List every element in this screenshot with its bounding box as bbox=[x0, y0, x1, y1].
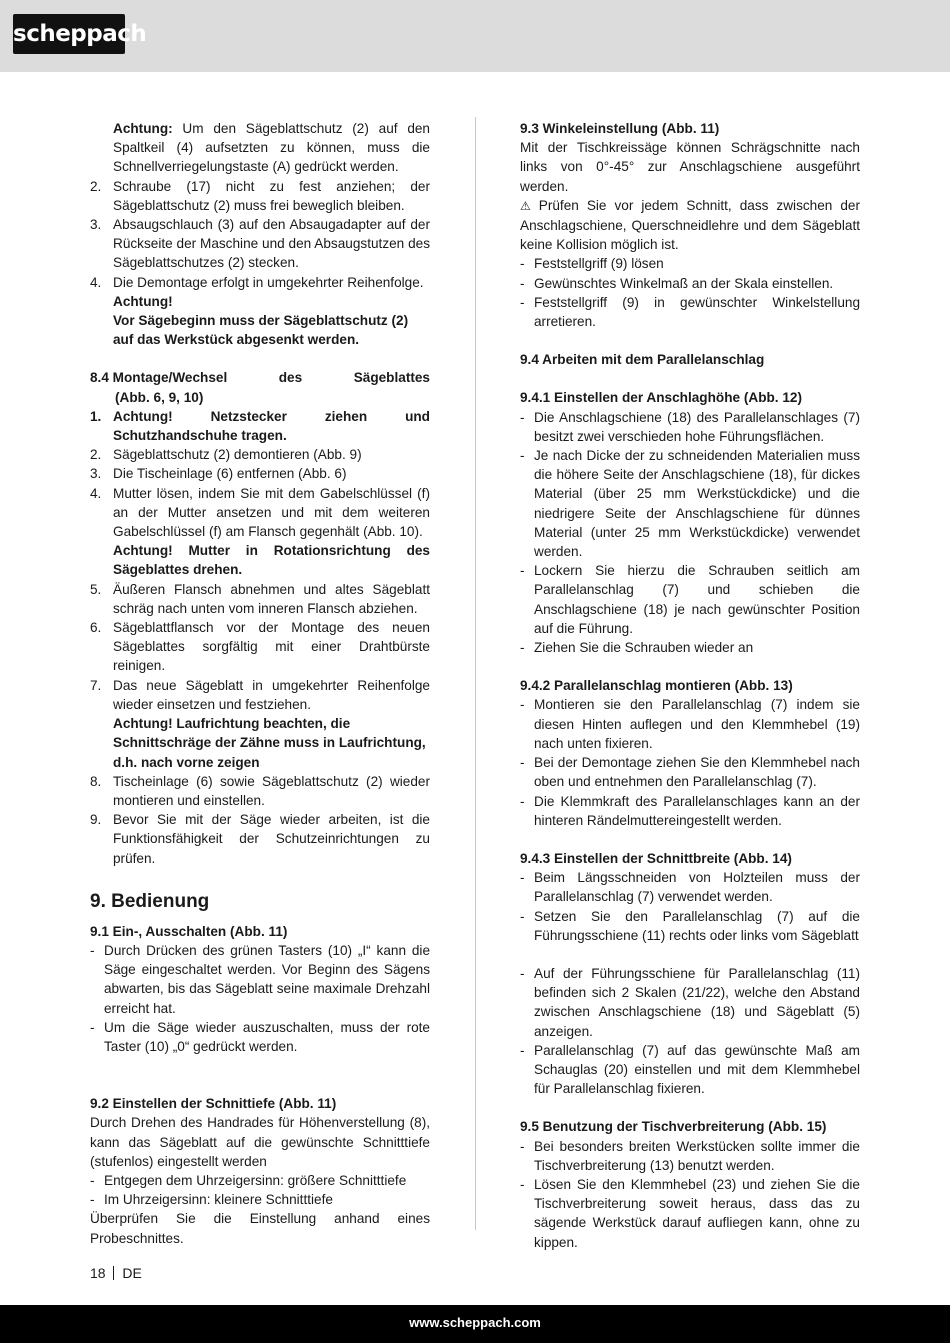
item-number: 1. bbox=[90, 408, 102, 424]
warning-text: Achtung! Mutter in Rotationsrichtung des Sägeblattes drehen. bbox=[113, 543, 430, 578]
item-text: Entgegen dem Uhrzeigersinn: größere Schnitttiefe bbox=[104, 1172, 407, 1188]
dash-bullet: - bbox=[520, 697, 525, 713]
list-item bbox=[90, 772, 430, 810]
section-8-4-heading bbox=[90, 368, 430, 406]
item-number: 5. bbox=[90, 581, 102, 597]
heading-part: (Abb. 6, 9, 10) bbox=[115, 389, 204, 405]
dash-bullet: - bbox=[520, 1176, 525, 1192]
item-text: Die Demontage erfolgt in umgekehrter Reihenfolge. bbox=[113, 274, 424, 290]
heading-part: 8.4 Montage/Wechsel bbox=[90, 370, 228, 386]
item-text: Die Klemmkraft des Parallelanschlages kann an der hinteren Rändelmuttereingestellt werden. bbox=[534, 793, 860, 828]
dash-item bbox=[90, 1018, 430, 1056]
dash-bullet: - bbox=[520, 793, 525, 809]
item-text: Absaugschlauch (3) auf den Absaugadapter auf der Rückseite der Maschine und den Absaugstutzen des Sägeblattschutzes (2) stecken. bbox=[113, 217, 430, 271]
dash-bullet: - bbox=[90, 942, 95, 958]
item-text: Gewünschtes Winkelmaß an der Skala einstellen. bbox=[534, 275, 834, 291]
item-number: 3. bbox=[90, 217, 102, 233]
chapter-9-heading: 9. Bedienung bbox=[90, 890, 210, 912]
dash-item bbox=[520, 964, 860, 1041]
item-text: Bevor Sie mit der Säge wieder arbeiten, ist die Funktionsfähigkeit der Schutzeinrichtungen zu prüfen. bbox=[113, 812, 430, 866]
warning-label: Achtung! bbox=[113, 293, 173, 309]
item-text: Bei besonders breiten Werkstücken sollte immer die Tischverbreiterung (13) benutzt werden. bbox=[534, 1138, 860, 1173]
dash-item bbox=[520, 293, 860, 331]
dash-bullet: - bbox=[520, 563, 525, 579]
item-number: 4. bbox=[90, 274, 102, 290]
dash-item bbox=[90, 1171, 430, 1190]
warning-text: Achtung! Laufrichtung beachten, die Schnittschräge der Zähne muss in Laufrichtung, d.h. nach vorne zeigen bbox=[113, 716, 426, 770]
dash-item bbox=[520, 695, 860, 753]
language-code: DE bbox=[122, 1265, 142, 1281]
section-9-4-2-heading: 9.4.2 Parallelanschlag montieren (Abb. 13) bbox=[520, 678, 793, 694]
dash-item bbox=[520, 638, 860, 657]
item-text: Ziehen Sie die Schrauben wieder an bbox=[534, 640, 754, 656]
item-number: 9. bbox=[90, 812, 102, 828]
dash-item bbox=[520, 408, 860, 446]
dash-bullet: - bbox=[520, 870, 525, 886]
dash-bullet: - bbox=[520, 409, 525, 425]
item-text: Je nach Dicke der zu schneidenden Materialien muss die höhere Seite der Anschlagschiene (18), für dickes Material (über 25 mm Werkstückdicke) und die niedrigere Seite der Anschlagschiene für dünnes Material (unter 25 mm Werkstückdicke) verwendet werden. bbox=[534, 448, 860, 560]
dash-item bbox=[520, 792, 860, 830]
warning-paragraph bbox=[520, 196, 860, 255]
item-text: Äußeren Flansch abnehmen und altes Sägeblatt schräg nach unten vom inneren Flansch abziehen. bbox=[113, 581, 430, 616]
dash-item bbox=[520, 907, 860, 945]
list-item bbox=[90, 618, 430, 676]
heading-part: des bbox=[278, 370, 303, 386]
list-item bbox=[90, 464, 430, 483]
website-link[interactable]: www.scheppach.com bbox=[409, 1315, 541, 1330]
scheppach-logo: scheppach bbox=[13, 14, 125, 54]
warning-text: Prüfen Sie vor jedem Schnitt, dass zwischen der Anschlagschiene, Querschneidlehre und dem Sägeblatt keine Kollision möglich ist. bbox=[520, 197, 860, 253]
page-number bbox=[90, 1264, 142, 1283]
dash-item bbox=[520, 753, 860, 791]
item-number: 7. bbox=[90, 677, 102, 693]
item-number: 6. bbox=[90, 620, 102, 636]
item-text: Feststellgriff (9) lösen bbox=[534, 256, 664, 272]
item-text: Mutter lösen, indem Sie mit dem Gabelschlüssel (f) an der Mutter ansetzen und mit dem weiteren Gabelschlüssel (f) am Flansch gegenhält (Abb. 10). bbox=[113, 485, 430, 540]
left-column bbox=[90, 119, 430, 1248]
dash-item bbox=[520, 254, 860, 273]
dash-bullet: - bbox=[520, 256, 525, 272]
dash-item bbox=[520, 274, 860, 293]
section-9-2-heading: 9.2 Einstellen der Schnittiefe (Abb. 11) bbox=[90, 1096, 337, 1112]
list-item bbox=[90, 177, 430, 215]
list-item bbox=[90, 273, 430, 292]
section-9-3-heading: 9.3 Winkeleinstellung (Abb. 11) bbox=[520, 121, 720, 136]
page-separator bbox=[113, 1266, 114, 1280]
dash-bullet: - bbox=[520, 755, 525, 771]
dash-bullet: - bbox=[520, 640, 525, 656]
footer-bar bbox=[0, 1305, 950, 1343]
list-item bbox=[90, 445, 430, 464]
dash-bullet: - bbox=[520, 908, 525, 924]
item-text: Lösen Sie den Klemmhebel (23) und ziehen Sie die Tischverbreiterung soweit heraus, dass das zu sägende Werkstück darauf aufliegen kann, ohne zu kippen. bbox=[534, 1176, 860, 1250]
item-text: Sägeblattschutz (2) demontieren (Abb. 9) bbox=[113, 447, 362, 463]
item-text: Durch Drücken des grünen Tasters (10) „I“ kann die Säge eingeschaltet werden. Vor Beginn des Sägens abwarten, bis das Sägeblatt seine maximale Drehzahl erreicht hat. bbox=[104, 942, 430, 1016]
item-text: Tischeinlage (6) sowie Sägeblattschutz (2) wieder montieren und einstellen. bbox=[113, 773, 430, 808]
section-9-5-heading: 9.5 Benutzung der Tischverbreiterung (Abb. 15) bbox=[520, 1119, 827, 1135]
item-text: Feststellgriff (9) in gewünschter Winkelstellung arretieren. bbox=[534, 294, 860, 330]
item-number: 8. bbox=[90, 773, 102, 789]
paragraph: Durch Drehen des Handrades für Höhenverstellung (8), kann das Sägeblatt auf die gewünschte Schnitttiefe (stufenlos) eingestellt werden bbox=[90, 1115, 430, 1169]
dash-item bbox=[520, 561, 860, 638]
dash-item bbox=[90, 1190, 430, 1209]
paragraph: Überprüfen Sie die Einstellung anhand eines Probeschnittes. bbox=[90, 1211, 430, 1246]
dash-bullet: - bbox=[520, 275, 525, 291]
item-text: Um die Säge wieder auszuschalten, muss der rote Taster (10) „0“ gedrückt werden. bbox=[104, 1019, 430, 1054]
list-item bbox=[90, 484, 430, 542]
item-text: Die Tischeinlage (6) entfernen (Abb. 6) bbox=[113, 466, 347, 482]
item-number: 2. bbox=[90, 447, 102, 463]
item-text: Sägeblattflansch vor der Montage des neuen Sägeblattes sorgfältig mit einer Drahtbürste reinigen. bbox=[113, 620, 430, 674]
dash-bullet: - bbox=[520, 448, 525, 464]
dash-bullet: - bbox=[520, 1042, 525, 1058]
item-number: 2. bbox=[90, 178, 102, 194]
dash-bullet: - bbox=[90, 1192, 95, 1208]
intro-note-text: Um den Sägeblattschutz (2) auf den Spaltkeil (4) aufsetzten zu können, muss die Schnellverriegelungstaste (A) gedrückt werden. bbox=[113, 121, 430, 175]
page-number-value: 18 bbox=[90, 1265, 106, 1281]
dash-item bbox=[520, 1175, 860, 1252]
item-text: Beim Längsschneiden von Holzteilen muss der Parallelanschlag (7) verwendet werden. bbox=[534, 870, 860, 905]
item-text: Auf der Führungsschiene für Parallelanschlag (11) befinden sich 2 Skalen (21/22), welche den Abstand zwischen Anschlagschiene (18) und Sägeblatt (5) anzeigen. bbox=[534, 965, 860, 1039]
dash-bullet: - bbox=[520, 965, 525, 981]
item-text: Schraube (17) nicht zu fest anziehen; der Sägeblattschutz (2) muss frei beweglich bleiben. bbox=[113, 178, 430, 213]
dash-bullet: - bbox=[90, 1019, 95, 1035]
header-bar bbox=[0, 0, 950, 72]
warning-text: Vor Sägebeginn muss der Sägeblattschutz (2) auf das Werkstück abgesenkt werden. bbox=[113, 313, 409, 348]
list-item bbox=[90, 676, 430, 714]
list-item bbox=[90, 407, 430, 445]
item-number: 4. bbox=[90, 485, 102, 501]
list-item bbox=[90, 810, 430, 868]
section-9-4-3-heading: 9.4.3 Einstellen der Schnittbreite (Abb. 14) bbox=[520, 850, 792, 866]
dash-bullet: - bbox=[520, 1138, 525, 1154]
dash-item bbox=[520, 868, 860, 906]
right-column bbox=[520, 119, 860, 1252]
item-text: Lockern Sie hierzu die Schrauben seitlich am Parallelanschlag (7) und schieben die Anschlagschiene (18) je nach gewünschter Position auf die Führung. bbox=[534, 563, 860, 636]
dash-bullet: - bbox=[520, 294, 525, 310]
column-divider bbox=[475, 117, 476, 1230]
item-text: Setzen Sie den Parallelanschlag (7) auf die Führungsschiene (11) rechts oder links vom Sägeblatt bbox=[534, 908, 860, 943]
item-text: Das neue Sägeblatt in umgekehrter Reihenfolge wieder einsetzen und festziehen. bbox=[113, 677, 430, 712]
warning-icon: ⚠ bbox=[520, 198, 531, 213]
item-number: 3. bbox=[90, 466, 102, 482]
item-text: Montieren sie den Parallelanschlag (7) indem sie diesen Hinten auflegen und den Klemmhebel (19) nach unten fixieren. bbox=[534, 697, 860, 751]
section-9-4-heading: 9.4 Arbeiten mit dem Parallelanschlag bbox=[520, 352, 765, 368]
item-text: Parallelanschlag (7) auf das gewünschte Maß am Schauglas (20) einstellen und mit dem Klemmhebel für Parallelanschlag fixieren. bbox=[534, 1042, 860, 1097]
intro-note-label: Achtung: bbox=[113, 121, 173, 136]
item-text: Die Anschlagschiene (18) des Parallelanschlages (7) besitzt zwei verschieden hohe Führungsflächen. bbox=[534, 409, 860, 444]
list-item bbox=[90, 580, 430, 618]
paragraph: Mit der Tischkreissäge können Schrägschnitte nach links von 0°-45° zur Anschlagschiene ausgeführt werden. bbox=[520, 140, 860, 194]
item-text: Achtung! Netzstecker ziehen und Schutzhandschuhe tragen. bbox=[113, 408, 430, 444]
section-9-1-heading: 9.1 Ein-, Ausschalten (Abb. 11) bbox=[90, 923, 288, 939]
list-item bbox=[90, 215, 430, 273]
dash-item bbox=[90, 941, 430, 1018]
dash-item bbox=[520, 446, 860, 561]
item-text: Im Uhrzeigersinn: kleinere Schnitttiefe bbox=[104, 1192, 333, 1208]
section-9-4-1-heading: 9.4.1 Einstellen der Anschlaghöhe (Abb. 12) bbox=[520, 390, 803, 406]
dash-item bbox=[520, 1137, 860, 1175]
dash-bullet: - bbox=[90, 1172, 95, 1188]
intro-note bbox=[90, 119, 430, 177]
heading-part: Sägeblattes bbox=[353, 370, 430, 386]
item-text: Bei der Demontage ziehen Sie den Klemmhebel nach oben und entnehmen den Parallelanschlag (7). bbox=[534, 755, 860, 790]
dash-item bbox=[520, 1041, 860, 1099]
